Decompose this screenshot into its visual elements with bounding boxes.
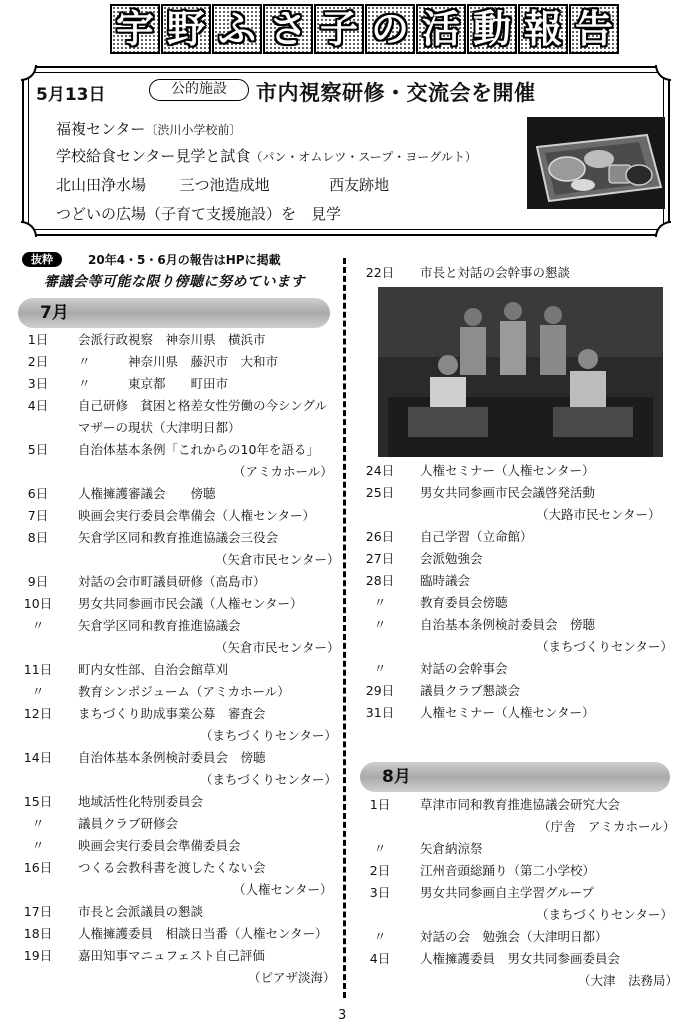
title-char: 告 bbox=[569, 4, 619, 54]
schedule-continuation: マザーの現状（大津明日都） bbox=[78, 420, 241, 435]
schedule-item bbox=[360, 571, 680, 591]
title-char: さ bbox=[263, 4, 313, 54]
title-char: 動 bbox=[467, 4, 517, 54]
schedule-text: 嘉田知事マニュフェスト自己評価 bbox=[78, 948, 265, 963]
schedule-text: 人権擁護委員 相談日当番（人権センター） bbox=[78, 926, 328, 941]
schedule-text: 男女共同参画自主学習グループ bbox=[420, 885, 595, 900]
feature-line-3-b: 三つ池造成地 bbox=[179, 176, 270, 194]
schedule-date: 11日 bbox=[23, 662, 53, 677]
schedule-item bbox=[360, 615, 680, 635]
feature-line-1-note: 〔渋川小学校前〕 bbox=[145, 123, 242, 137]
schedule-item bbox=[360, 861, 690, 881]
schedule-item bbox=[360, 527, 680, 547]
schedule-text: 議員クラブ研修会 bbox=[78, 816, 179, 831]
schedule-text: 地域活性化特別委員会 bbox=[78, 794, 204, 809]
feature-line-2 bbox=[56, 145, 477, 166]
schedule-item bbox=[360, 461, 680, 481]
schedule-text: 自己学習（立命館） bbox=[420, 529, 533, 544]
schedule-text: 教育シンポジューム（アミカホール） bbox=[78, 684, 290, 699]
schedule-date: 8日 bbox=[27, 530, 49, 545]
schedule-text: 臨時議会 bbox=[420, 573, 471, 588]
schedule-date: 27日 bbox=[365, 551, 395, 566]
schedule-date: 2日 bbox=[27, 354, 49, 369]
title-char: ふ bbox=[212, 4, 262, 54]
schedule-continuation: （庁舎 アミカホール） bbox=[538, 819, 676, 834]
schedule-text: まちづくり助成事業公募 審査会 bbox=[78, 706, 266, 721]
schedule-date: 29日 bbox=[365, 683, 395, 698]
schedule-text: 自治体基本条例検討委員会 傍聴 bbox=[78, 750, 266, 765]
schedule-date: 〃 bbox=[373, 617, 387, 632]
reports-note: 20年4・5・6月の報告はHPに掲載 bbox=[88, 253, 281, 267]
title-char: 子 bbox=[314, 4, 364, 54]
title-char: 宇 bbox=[110, 4, 160, 54]
schedule-item bbox=[18, 484, 348, 504]
schedule-item bbox=[18, 330, 348, 350]
schedule-date: 28日 bbox=[365, 573, 395, 588]
schedule-item bbox=[18, 836, 348, 856]
schedule-text: 市長と会派議員の懇談 bbox=[78, 904, 204, 919]
schedule-text: 人権セミナー（人権センター） bbox=[420, 463, 595, 478]
schedule-text: 矢倉学区同和教育推進協議会 bbox=[78, 618, 241, 633]
schedule-item bbox=[18, 946, 348, 966]
schedule-item bbox=[360, 659, 680, 679]
schedule-date: 4日 bbox=[369, 951, 391, 966]
schedule-date: 18日 bbox=[23, 926, 53, 941]
schedule-date: 5日 bbox=[27, 442, 49, 457]
schedule-item bbox=[360, 795, 690, 815]
schedule-text: 対話の会市町議員研修（高島市） bbox=[78, 574, 266, 589]
schedule-text: 映画会実行委員会準備委員会 bbox=[78, 838, 241, 853]
schedule-text: 男女共同参画市民会議啓発活動 bbox=[420, 485, 596, 500]
schedule-item bbox=[360, 263, 680, 283]
schedule-date: 2日 bbox=[369, 863, 391, 878]
schedule-item bbox=[18, 858, 348, 878]
schedule-continuation: （矢倉市民センター） bbox=[215, 552, 340, 567]
schedule-item bbox=[360, 703, 680, 723]
schedule-continuation: （まちづくりセンター） bbox=[536, 639, 673, 654]
schedule-item bbox=[18, 352, 348, 372]
schedule-item bbox=[360, 927, 690, 947]
feature-line-2-main: 学校給食センター見学と試食 bbox=[56, 147, 251, 165]
schedule-date: 9日 bbox=[27, 574, 49, 589]
schedule-text: 男女共同参画市民会議（人権センター） bbox=[78, 596, 303, 611]
schedule-date: 24日 bbox=[365, 463, 395, 478]
feature-line-3-c: 西友跡地 bbox=[329, 176, 390, 194]
schedule-date: 〃 bbox=[31, 618, 45, 633]
schedule-date: 〃 bbox=[373, 661, 387, 676]
schedule-item bbox=[18, 396, 348, 416]
schedule-date: 12日 bbox=[23, 706, 53, 721]
title-char: 報 bbox=[518, 4, 568, 54]
schedule-text: 江州音頭総踊り（第二小学校） bbox=[420, 863, 596, 878]
schedule-continuation: （人権センター） bbox=[233, 882, 333, 897]
feature-line-1-main: 福複センター bbox=[56, 120, 146, 138]
page-title bbox=[110, 4, 620, 58]
feature-line-3 bbox=[56, 174, 389, 195]
schedule-continuation: （大路市民センター） bbox=[536, 507, 661, 522]
month-bar-july: 7月 bbox=[18, 298, 330, 328]
schedule-item bbox=[18, 682, 348, 702]
schedule-text: 人権擁護審議会 傍聴 bbox=[78, 486, 216, 501]
schedule-text: つくる会教科書を渡したくない会 bbox=[78, 860, 266, 875]
schedule-continuation: （まちづくりセンター） bbox=[200, 772, 337, 787]
schedule-continuation: （ピアザ淡海） bbox=[248, 970, 336, 985]
slogan: 審議会等可能な限り傍聴に努めています bbox=[44, 274, 305, 290]
schedule-item bbox=[18, 594, 348, 614]
feature-date: 5月13日 bbox=[36, 85, 106, 105]
schedule-text: 人権セミナー（人権センター） bbox=[420, 705, 595, 720]
schedule-text: 草津市同和教育推進協議会研究大会 bbox=[420, 797, 621, 812]
schedule-text: 対話の会幹事会 bbox=[420, 661, 508, 676]
feature-headline: 市内視察研修・交流会を開催 bbox=[256, 81, 536, 105]
schedule-text: 市長と対話の会幹事の懇談 bbox=[420, 265, 571, 280]
schedule-date: 3日 bbox=[369, 885, 391, 900]
feature-line-4: つどいの広場（子育て支援施設）を 見学 bbox=[56, 205, 342, 223]
schedule-text: 〃 東京都 町田市 bbox=[78, 376, 229, 391]
schedule-item bbox=[18, 572, 348, 592]
schedule-date: 〃 bbox=[373, 929, 387, 944]
schedule-item bbox=[18, 440, 348, 460]
schedule-date: 4日 bbox=[27, 398, 49, 413]
schedule-date: 19日 bbox=[23, 948, 53, 963]
school-lunch-photo bbox=[527, 117, 665, 209]
schedule-date: 〃 bbox=[31, 816, 45, 831]
schedule-date: 25日 bbox=[365, 485, 395, 500]
schedule-text: 自治体基本条例「これからの10年を語る」 bbox=[78, 442, 319, 457]
schedule-text: 議員クラブ懇談会 bbox=[420, 683, 521, 698]
month-bar-august: 8月 bbox=[360, 762, 670, 792]
schedule-date: 22日 bbox=[365, 265, 395, 280]
schedule-text: 対話の会 勉強会（大津明日都） bbox=[420, 929, 608, 944]
meeting-photo bbox=[378, 287, 663, 457]
schedule-item bbox=[18, 748, 348, 768]
schedule-item bbox=[18, 374, 348, 394]
schedule-date: 〃 bbox=[31, 838, 45, 853]
feature-line-2-note: （パン・オムレツ・スープ・ヨーグルト） bbox=[250, 150, 477, 164]
title-char: の bbox=[365, 4, 415, 54]
schedule-date: 14日 bbox=[23, 750, 53, 765]
schedule-item bbox=[360, 883, 690, 903]
schedule-text: 映画会実行委員会準備会（人権センター） bbox=[78, 508, 316, 523]
schedule-text: 矢倉納涼祭 bbox=[420, 841, 483, 856]
schedule-item bbox=[18, 814, 348, 834]
schedule-item bbox=[360, 839, 690, 859]
schedule-item bbox=[18, 528, 348, 548]
schedule-item bbox=[360, 681, 680, 701]
schedule-date: 〃 bbox=[373, 841, 387, 856]
schedule-date: 26日 bbox=[365, 529, 395, 544]
schedule-item bbox=[360, 483, 680, 503]
schedule-continuation: （大津 法務局） bbox=[578, 973, 679, 988]
schedule-date: 7日 bbox=[27, 508, 49, 523]
schedule-date: 6日 bbox=[27, 486, 49, 501]
schedule-text: 会派行政視察 神奈川県 横浜市 bbox=[78, 332, 266, 347]
schedule-text: 町内女性部、自治会館草刈 bbox=[78, 662, 229, 677]
schedule-text: 自己研修 貧困と格差女性労働の今シングル bbox=[78, 398, 328, 413]
feature-line-3-a: 北山田浄水場 bbox=[56, 176, 147, 194]
schedule-text: 自治基本条例検討委員会 傍聴 bbox=[420, 617, 596, 632]
schedule-text: 教育委員会傍聴 bbox=[420, 595, 508, 610]
schedule-item bbox=[18, 616, 348, 636]
title-char: 活 bbox=[416, 4, 466, 54]
title-char: 野 bbox=[161, 4, 211, 54]
schedule-date: 10日 bbox=[23, 596, 53, 611]
schedule-date: 31日 bbox=[365, 705, 395, 720]
schedule-text: 会派勉強会 bbox=[420, 551, 483, 566]
schedule-item bbox=[18, 704, 348, 724]
excerpt-badge: 抜粋 bbox=[22, 252, 62, 267]
schedule-item bbox=[18, 660, 348, 680]
schedule-item bbox=[18, 792, 348, 812]
schedule-item bbox=[360, 549, 680, 569]
schedule-continuation: （まちづくりセンター） bbox=[200, 728, 337, 743]
schedule-date: 3日 bbox=[27, 376, 49, 391]
schedule-continuation: （まちづくりセンター） bbox=[536, 907, 673, 922]
schedule-item bbox=[18, 506, 348, 526]
schedule-item bbox=[360, 949, 690, 969]
schedule-continuation: （矢倉市民センター） bbox=[215, 640, 340, 655]
schedule-item bbox=[360, 593, 680, 613]
schedule-item bbox=[18, 902, 348, 922]
schedule-continuation: （アミカホール） bbox=[233, 464, 333, 479]
schedule-date: 〃 bbox=[373, 595, 387, 610]
feature-line-1 bbox=[56, 118, 241, 139]
schedule-text: 矢倉学区同和教育推進協議会三役会 bbox=[78, 530, 279, 545]
schedule-date: 15日 bbox=[23, 794, 53, 809]
schedule-text: 人権擁護委員 男女共同参画委員会 bbox=[420, 951, 621, 966]
schedule-text: 〃 神奈川県 藤沢市 大和市 bbox=[78, 354, 279, 369]
schedule-date: 17日 bbox=[23, 904, 53, 919]
schedule-date: 〃 bbox=[31, 684, 45, 699]
schedule-date: 16日 bbox=[23, 860, 53, 875]
schedule-date: 1日 bbox=[369, 797, 391, 812]
page-number: 3 bbox=[338, 1008, 347, 1023]
feature-badge: 公的施設 bbox=[149, 79, 249, 101]
schedule-date: 1日 bbox=[27, 332, 49, 347]
schedule-item bbox=[18, 924, 348, 944]
